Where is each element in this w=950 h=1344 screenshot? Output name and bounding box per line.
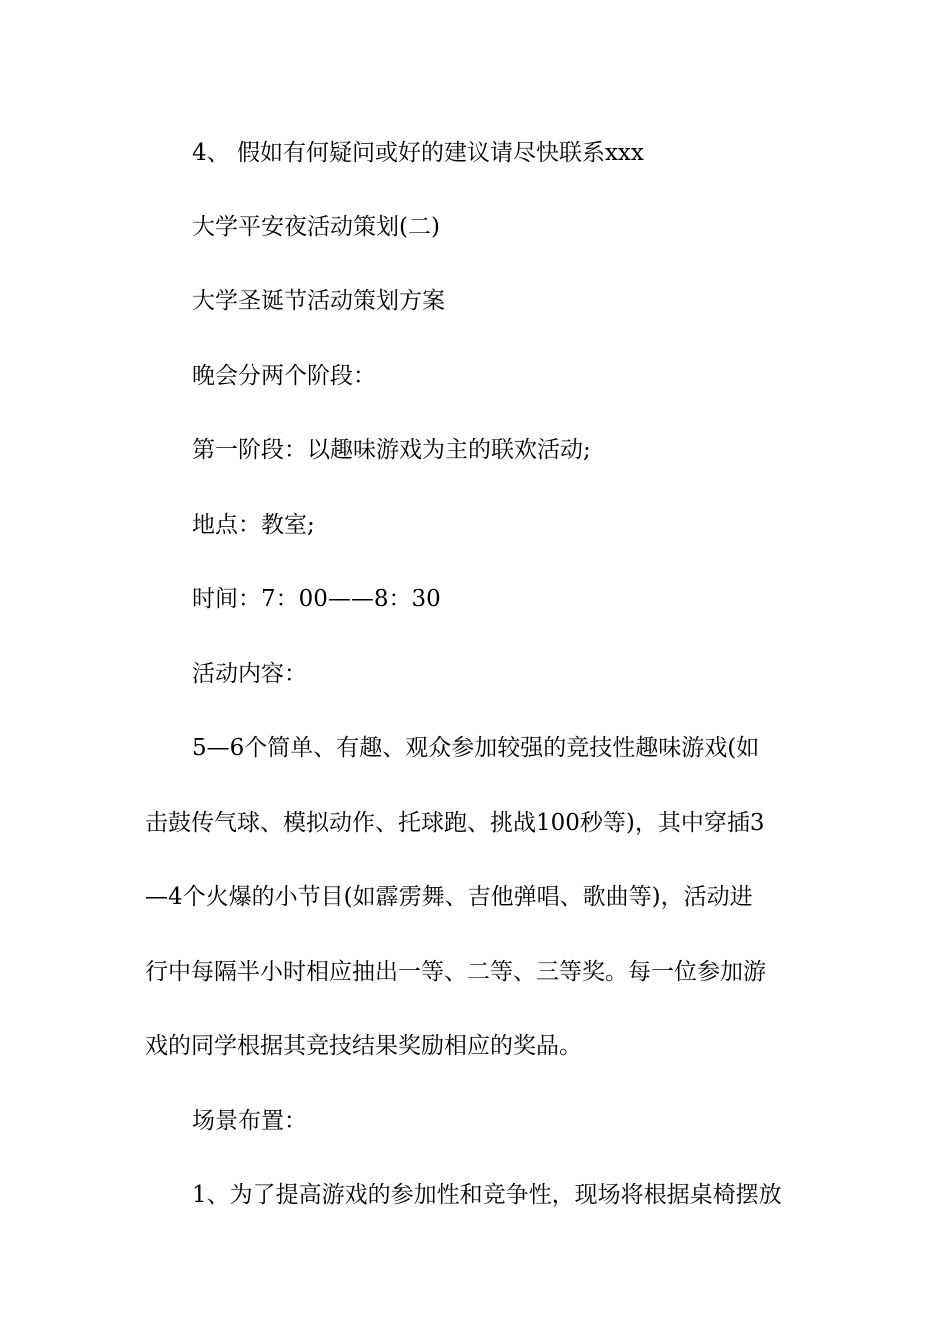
text-line-stages: 晚会分两个阶段： xyxy=(192,363,376,389)
paragraph-line-2: 击鼓传气球、模拟动作、托球跑、挑战100秒等)，其中穿插3 xyxy=(145,810,765,836)
text-line-stage-one: 第一阶段：以趣味游戏为主的联欢活动; xyxy=(192,437,591,463)
text-line-time: 时间：7：00——8：30 xyxy=(192,586,441,612)
section-title-plan-2: 大学平安夜活动策划(二) xyxy=(192,214,440,240)
paragraph-line-4: 行中每隔半小时相应抽出一等、二等、三等奖。每一位参加游 xyxy=(145,959,766,985)
paragraph-line-5: 戏的同学根据其竞技结果奖励相应的奖品。 xyxy=(145,1033,582,1059)
text-line-scene-item-1: 1、为了提高游戏的参加性和竞争性，现场将根据桌椅摆放 xyxy=(192,1182,782,1208)
paragraph-line-3: —4个火爆的小节目(如霹雳舞、吉他弹唱、歌曲等)，活动进 xyxy=(145,884,753,910)
paragraph-line-1: 5—6个简单、有趣、观众参加较强的竞技性趣味游戏(如 xyxy=(192,735,760,761)
text-line-location: 地点：教室; xyxy=(192,512,315,538)
text-line-contact: 4、 假如有何疑问或好的建议请尽快联系xxx xyxy=(192,140,644,166)
text-line-content-heading: 活动内容： xyxy=(192,661,307,687)
text-line-scene-heading: 场景布置： xyxy=(192,1108,307,1134)
heading-plan: 大学圣诞节活动策划方案 xyxy=(192,288,445,314)
